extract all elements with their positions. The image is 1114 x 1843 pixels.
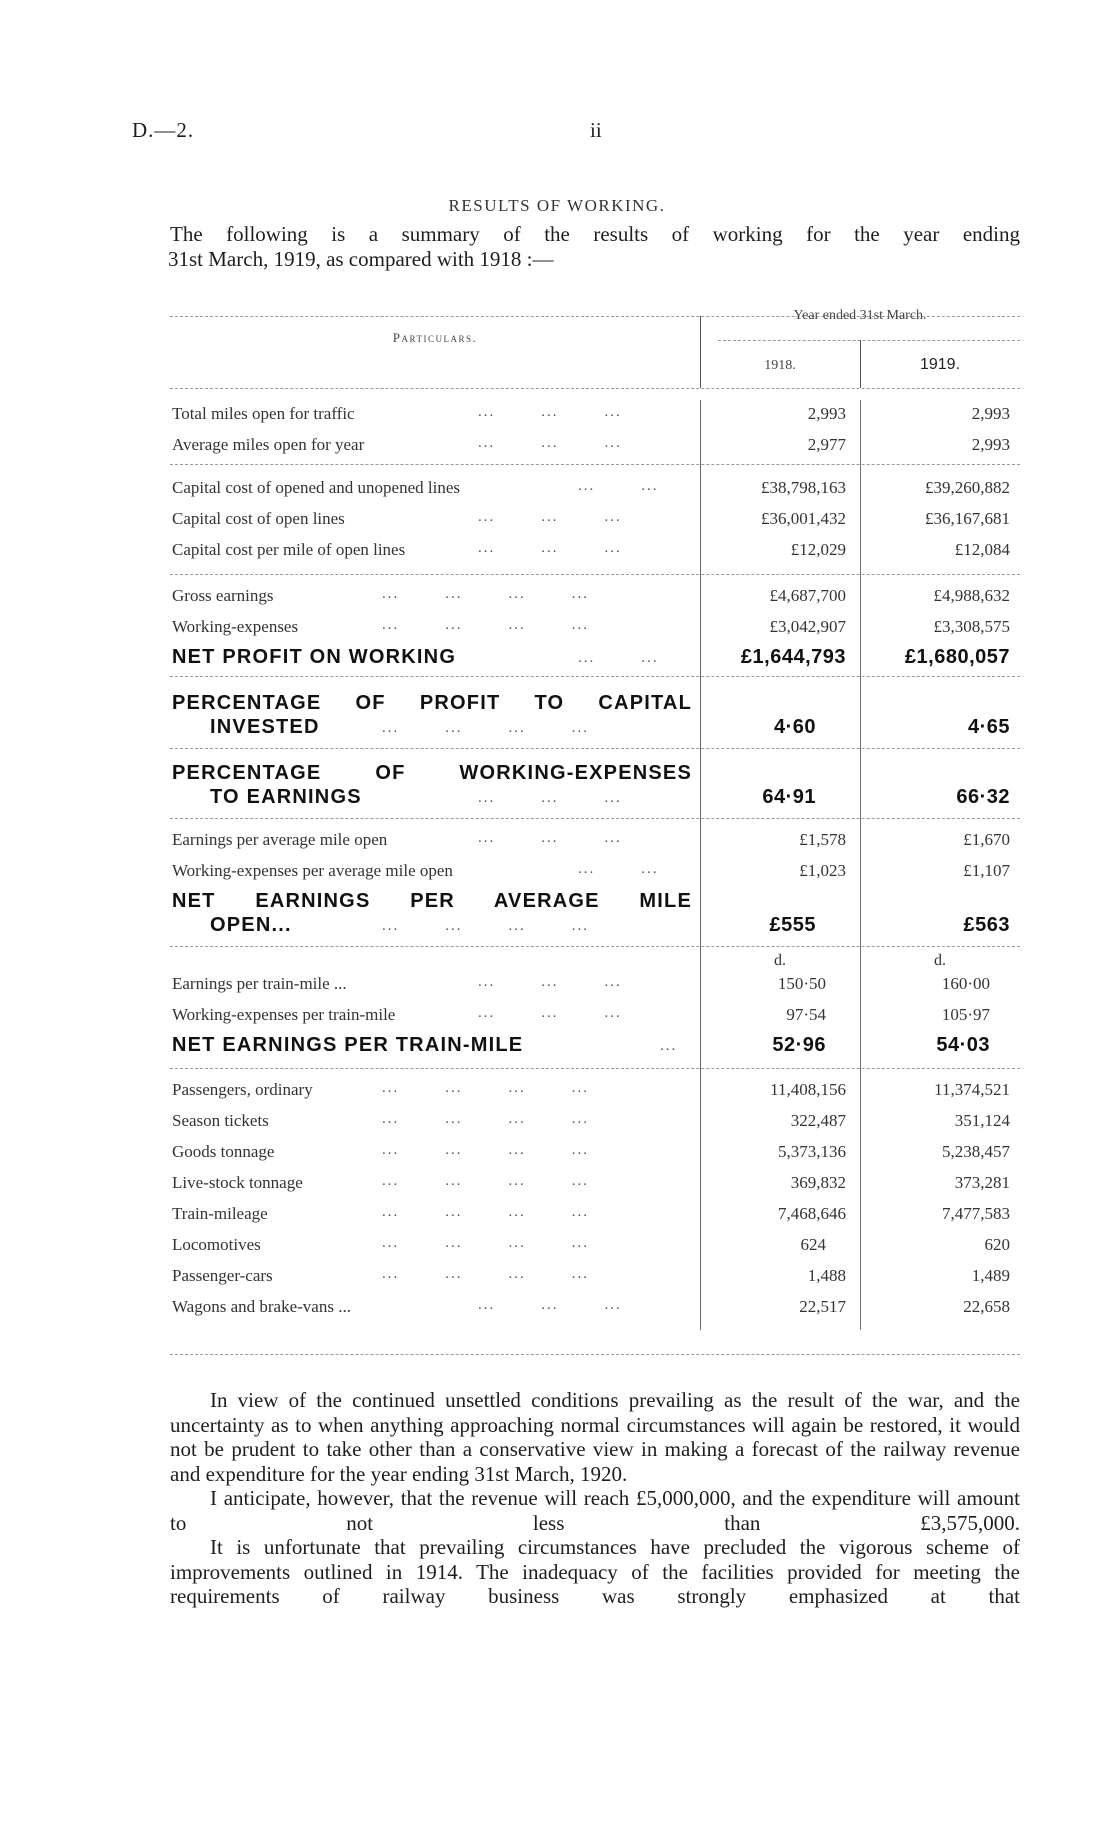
value-1919: £12,084 <box>954 540 1010 559</box>
leader-dots: ... ... ... ... <box>382 720 589 736</box>
value-1919: £1,680,057 <box>904 646 1010 668</box>
col-header-1919: 1919. <box>919 356 961 373</box>
leader-dots: ... ... ... <box>478 830 622 846</box>
value-1918: 7,468,646 <box>778 1204 846 1223</box>
table-row <box>170 1080 1020 1110</box>
row-label: Passenger-cars <box>172 1266 273 1285</box>
value-1918: 5,373,136 <box>778 1142 846 1161</box>
value-1918: 322,487 <box>790 1111 846 1130</box>
row-label-line-2: OPEN... <box>210 914 292 936</box>
row-label: Gross earnings <box>172 586 274 605</box>
col-header-year-group: Year ended 31st March. <box>793 308 927 323</box>
intro-line-2: 31st March, 1919, as compared with 1918 :— <box>168 247 554 271</box>
row-label: Capital cost of opened and unopened lines <box>172 478 460 497</box>
row-label: Train-mileage <box>172 1204 268 1223</box>
value-1919: 7,477,583 <box>942 1204 1010 1223</box>
row-label: Working-expenses <box>172 617 299 636</box>
row-label: Live-stock tonnage <box>172 1173 303 1192</box>
table-row-total <box>170 646 1020 676</box>
paragraph-1: In view of the continued unsettled conditions prevailing as the result of the war, and the uncertainty as to when anything approaching normal circumstances will again be restored, it would not be prudent to take other than a conservative view in making a forecast of the railway revenue and expenditure for the year ending 31st March, 1920. <box>170 1388 1020 1486</box>
value-1918: £12,029 <box>790 540 846 559</box>
table-row <box>170 861 1020 891</box>
table-row-percent-profit <box>170 716 1020 746</box>
leader-dots: ... ... ... ... <box>382 1080 589 1096</box>
leader-dots: ... ... ... ... <box>382 586 589 602</box>
row-label-line-1: PERCENTAGE OF PROFIT TO CAPITAL <box>172 692 692 714</box>
row-label: Goods tonnage <box>172 1142 275 1161</box>
leader-dots: ... ... ... ... <box>382 1111 589 1127</box>
value-1919: £3,308,575 <box>933 617 1010 636</box>
paragraph-2: I anticipate, however, that the revenue will reach £5,000,000, and the expenditure will amount to not less than £3,575,000. <box>170 1486 1020 1535</box>
group-rule <box>170 574 1020 575</box>
intro-line-1: The following is a summary of the results of working for the year ending <box>170 222 1020 246</box>
value-1918: £4,687,700 <box>769 586 846 605</box>
leader-dots: ... ... ... ... <box>382 1173 589 1189</box>
value-1919: 2,993 <box>971 404 1010 423</box>
year-group-rule <box>718 340 1020 341</box>
value-1918: 2,993 <box>807 404 846 423</box>
table-row <box>170 1297 1020 1327</box>
value-1918: £36,001,432 <box>761 509 846 528</box>
document-code: D.—2. <box>132 118 195 142</box>
row-label-line-1: PERCENTAGE OF WORKING-EXPENSES <box>172 762 692 784</box>
intro-paragraph <box>170 222 1020 272</box>
value-1919: £4,988,632 <box>933 586 1010 605</box>
row-label-line-1: NET EARNINGS PER AVERAGE MILE <box>172 890 692 912</box>
table-row <box>170 1235 1020 1265</box>
value-1918: 150·50 <box>777 974 826 993</box>
value-1918: 2,977 <box>807 435 846 454</box>
value-1918: £555 <box>769 914 816 936</box>
value-1918: 97·54 <box>786 1005 826 1024</box>
value-1919: 105·97 <box>941 1005 990 1024</box>
leader-dots: ... ... ... <box>478 1297 622 1313</box>
value-1918: £3,042,907 <box>769 617 846 636</box>
value-1919: £1,107 <box>963 861 1010 880</box>
table-row <box>170 540 1020 570</box>
column-divider-particulars <box>700 400 701 1330</box>
row-label: Earnings per average mile open <box>172 830 388 849</box>
leader-dots: ... ... <box>578 650 659 666</box>
row-label: Wagons and brake-vans ... <box>172 1297 351 1316</box>
value-1919: 160·00 <box>941 974 990 993</box>
table-row <box>170 1173 1020 1203</box>
value-1918: 64·91 <box>762 786 816 808</box>
row-label: Capital cost of open lines <box>172 509 345 528</box>
body-text <box>170 1388 1020 1609</box>
group-rule <box>170 1068 1020 1069</box>
leader-dots: ... ... ... ... <box>382 1204 589 1220</box>
table-row <box>170 830 1020 860</box>
value-1918: £38,798,163 <box>761 478 846 497</box>
leader-dots: ... ... ... ... <box>382 617 589 633</box>
table-row <box>170 509 1020 539</box>
value-1918: 52·96 <box>772 1034 826 1056</box>
row-label: NET PROFIT ON WORKING <box>172 646 457 668</box>
unit-pence-1918: d. <box>774 952 786 969</box>
row-label: Earnings per train-mile ... <box>172 974 347 993</box>
value-1919: 373,281 <box>954 1173 1010 1192</box>
value-1919: £563 <box>963 914 1010 936</box>
value-1919: 1,489 <box>971 1266 1010 1285</box>
column-divider-years <box>860 400 861 1330</box>
table-row <box>170 974 1020 1004</box>
value-1919: 2,993 <box>971 435 1010 454</box>
value-1918: 22,517 <box>799 1297 846 1316</box>
col-header-1918: 1918. <box>764 358 796 373</box>
table-row <box>170 1111 1020 1141</box>
value-1919: 66·32 <box>956 786 1010 808</box>
leader-dots: ... ... ... <box>478 1005 622 1021</box>
value-1919: 620 <box>984 1235 1010 1254</box>
table-row <box>170 478 1020 508</box>
paragraph-3: It is unfortunate that prevailing circumstances have precluded the vigorous scheme of improvements outlined in 1914. The inadequacy of the facilities provided for meeting the requirements of railway business was strongly emphasized at that <box>170 1535 1020 1608</box>
value-1918: £1,644,793 <box>740 646 846 668</box>
section-title: RESULTS OF WORKING. <box>448 196 666 215</box>
results-table <box>170 308 1020 1358</box>
value-1919: £36,167,681 <box>925 509 1010 528</box>
row-label-line-2: TO EARNINGS <box>210 786 362 808</box>
table-row <box>170 617 1020 647</box>
table-row <box>170 586 1020 616</box>
value-1919: 54·03 <box>936 1034 990 1056</box>
value-1918: 11,408,156 <box>770 1080 846 1099</box>
group-rule <box>170 676 1020 677</box>
col-header-particulars: Particulars. <box>392 330 478 345</box>
page-number: ii <box>590 118 602 142</box>
row-label: Capital cost per mile of open lines <box>172 540 406 559</box>
value-1919: £39,260,882 <box>925 478 1010 497</box>
leader-dots: ... ... <box>578 861 659 877</box>
group-rule <box>170 464 1020 465</box>
value-1919: 22,658 <box>963 1297 1010 1316</box>
row-label: Locomotives <box>172 1235 261 1254</box>
value-1919: 4·65 <box>967 716 1010 738</box>
leader-dots: ... ... ... ... <box>382 1142 589 1158</box>
group-rule <box>170 748 1020 749</box>
group-rule <box>170 818 1020 819</box>
table-row <box>170 1005 1020 1035</box>
table-row <box>170 1204 1020 1234</box>
value-1919: 351,124 <box>954 1111 1010 1130</box>
value-1918: 369,832 <box>790 1173 846 1192</box>
leader-dots: ... ... ... <box>478 540 622 556</box>
header-divider <box>700 316 701 388</box>
leader-dots: ... ... ... <box>478 974 622 990</box>
table-bottom-rule <box>170 1354 1020 1355</box>
row-label: Season tickets <box>172 1111 269 1130</box>
value-1919: £1,670 <box>963 830 1010 849</box>
value-1918: 624 <box>800 1235 826 1254</box>
table-row <box>170 435 1020 465</box>
row-label: Working-expenses per average mile open <box>172 861 453 880</box>
row-label-line-2: INVESTED <box>210 716 320 738</box>
leader-dots: ... ... ... <box>478 509 622 525</box>
group-rule <box>170 946 1020 947</box>
table-row-net-per-mile <box>170 914 1020 944</box>
leader-dots: ... ... ... ... <box>382 1235 589 1251</box>
table-row-percent-expenses <box>170 786 1020 816</box>
value-1918: 4·60 <box>773 716 816 738</box>
table-row-net-per-train-mile <box>170 1034 1020 1064</box>
row-label: Working-expenses per train-mile <box>172 1005 396 1024</box>
leader-dots: ... ... ... ... <box>382 918 589 934</box>
row-label: NET EARNINGS PER TRAIN-MILE <box>172 1034 524 1056</box>
table-row <box>170 404 1020 434</box>
table-row <box>170 1142 1020 1172</box>
row-label: Total miles open for traffic <box>172 404 355 423</box>
leader-dots: ... ... ... <box>478 435 622 451</box>
row-label: Average miles open for year <box>172 435 365 454</box>
leader-dots: ... ... ... <box>478 790 622 806</box>
value-1919: 11,374,521 <box>934 1080 1010 1099</box>
unit-pence-1919: d. <box>934 952 946 969</box>
value-1918: £1,023 <box>799 861 846 880</box>
header-bottom-rule <box>170 388 1020 389</box>
leader-dots: ... ... ... <box>478 404 622 420</box>
leader-dots: ... ... ... ... <box>382 1266 589 1282</box>
table-row <box>170 1266 1020 1296</box>
value-1918: 1,488 <box>807 1266 846 1285</box>
row-label: Passengers, ordinary <box>172 1080 313 1099</box>
value-1919: 5,238,457 <box>942 1142 1010 1161</box>
leader-dots: ... <box>660 1038 678 1054</box>
leader-dots: ... ... <box>578 478 659 494</box>
value-1918: £1,578 <box>799 830 846 849</box>
